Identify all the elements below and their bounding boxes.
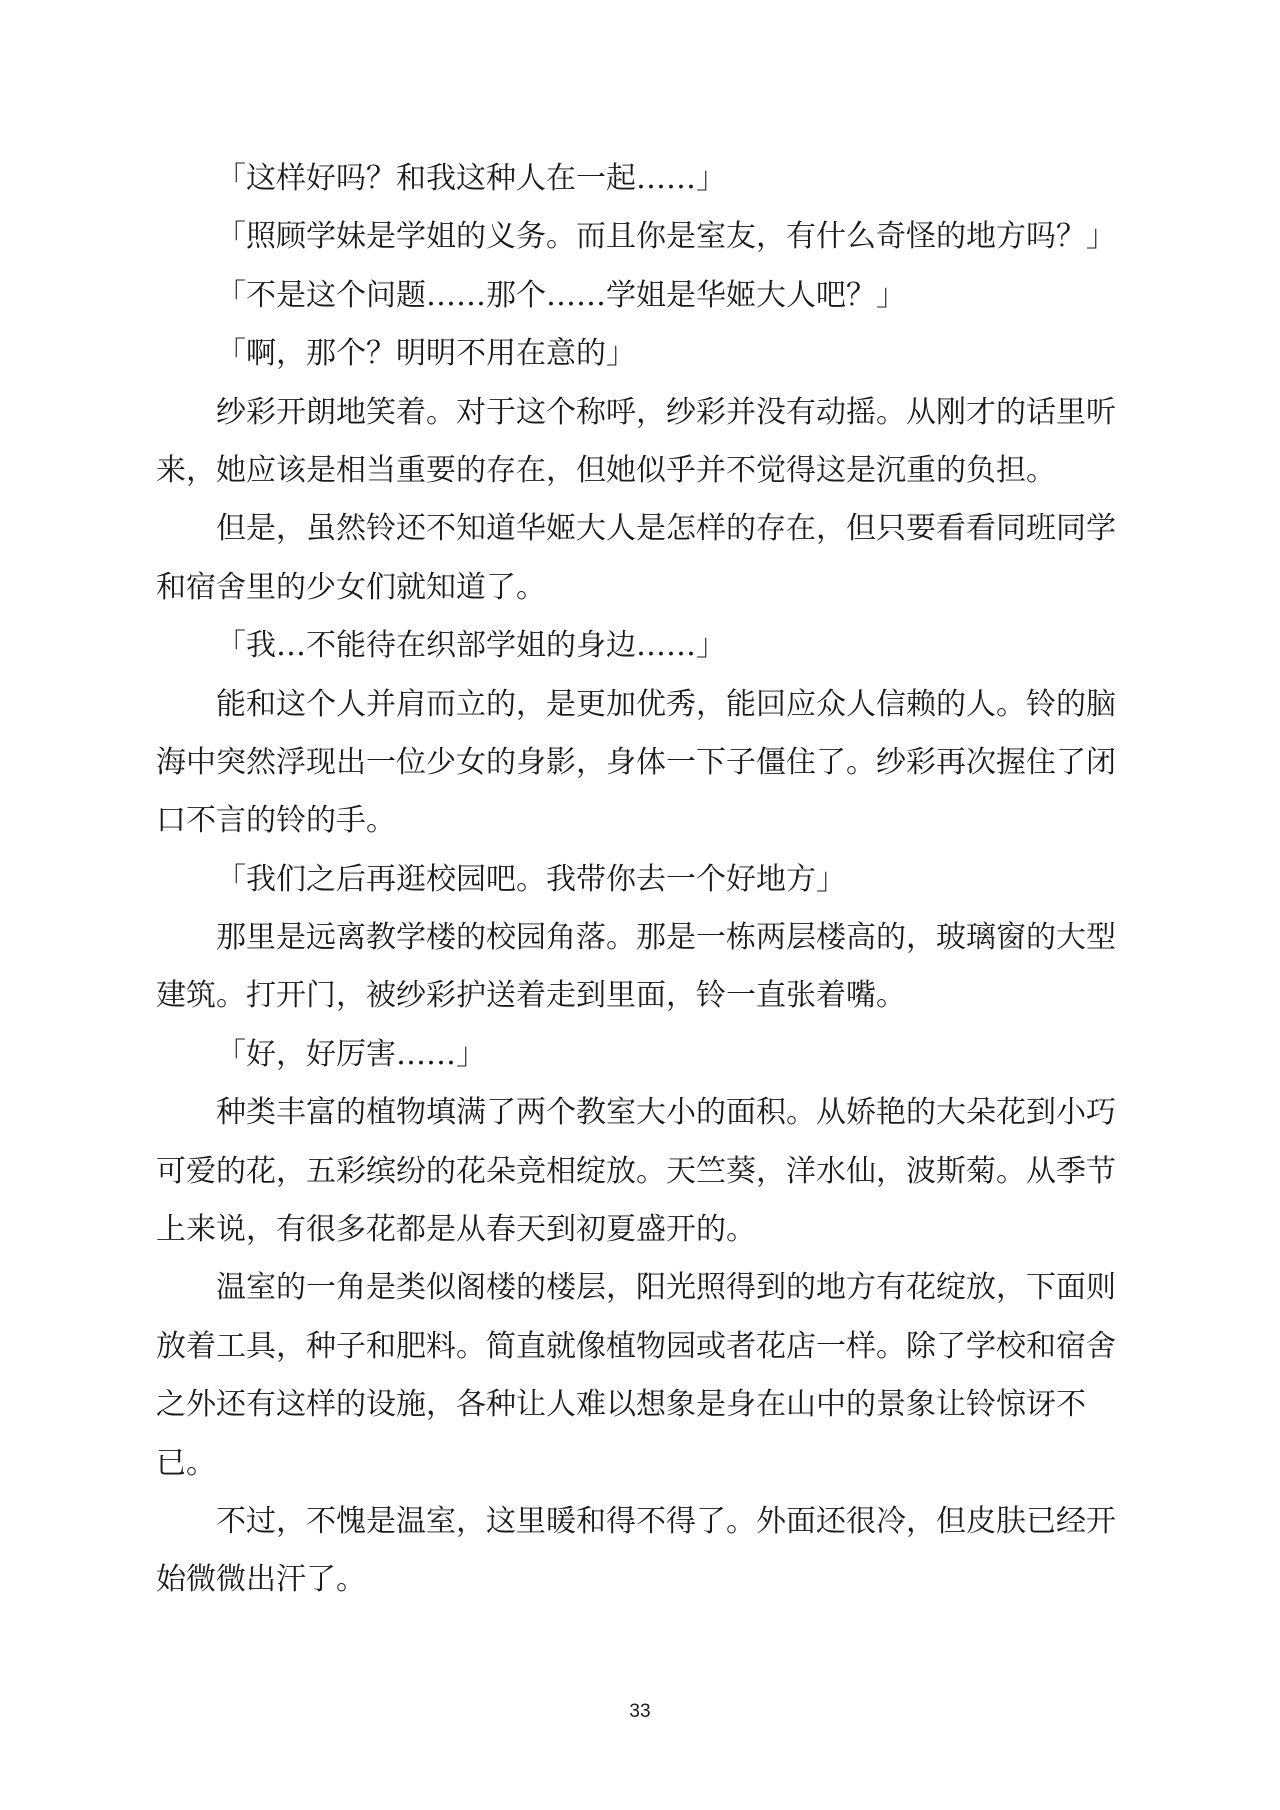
dialogue-paragraph (156, 267, 1124, 325)
dialogue-paragraph (156, 208, 1124, 266)
text-line: 之外还有这样的设施，各种让人难以想象是身在山中的景象让铃惊讶不 (156, 1387, 1086, 1423)
narration-paragraph (156, 909, 1124, 1026)
narration-paragraph (156, 500, 1124, 617)
page-number: 33 (629, 1701, 651, 1722)
text-line: 「这样好吗？和我这种人在一起……」 (216, 161, 726, 196)
text-line: 不过，不愧是温室，这里暖和得不得了。外面还很冷，但皮肤已经开 (216, 1503, 1116, 1539)
text-line: 「啊，那个？明明不用在意的」 (216, 336, 636, 372)
text-line: 「我们之后再逛校园吧。我带你去一个好地方」 (216, 861, 846, 897)
text-line: 「好，好厉害……」 (216, 1036, 486, 1072)
narration-paragraph (156, 384, 1124, 501)
text-line: 能和这个人并肩而立的，是更加优秀，能回应众人信赖的人。铃的脑 (216, 686, 1116, 722)
text-line: 「我…不能待在织部学姐的身边……」 (216, 628, 726, 664)
text-line: 已。 (156, 1445, 216, 1481)
text-line: 种类丰富的植物填满了两个教室大小的面积。从娇艳的大朵花到小巧 (216, 1095, 1116, 1131)
text-line: 来，她应该是相当重要的存在，但她似乎并不觉得这是沉重的负担。 (156, 452, 1056, 488)
dialogue-paragraph (156, 325, 1124, 383)
text-line: 纱彩开朗地笑着。对于这个称呼，纱彩并没有动摇。从刚才的话里听 (216, 394, 1116, 430)
dialogue-paragraph (156, 617, 1124, 675)
text-line: 放着工具，种子和肥料。简直就像植物园或者花店一样。除了学校和宿舍 (156, 1328, 1116, 1364)
text-line: 温室的一角是类似阁楼的楼层，阳光照得到的地方有花绽放，下面则 (216, 1270, 1116, 1306)
text-line: 但是，虽然铃还不知道华姬大人是怎样的存在，但只要看看同班同学 (216, 511, 1116, 547)
narration-paragraph (156, 1259, 1124, 1493)
narration-paragraph (156, 676, 1124, 851)
dialogue-paragraph (156, 1026, 1124, 1084)
text-line: 海中突然浮现出一位少女的身影，身体一下子僵住了。纱彩再次握住了闭 (156, 744, 1116, 780)
narration-paragraph (156, 1493, 1124, 1610)
text-line: 「不是这个问题……那个……学姐是华姬大人吧？」 (216, 277, 906, 313)
text-line: 始微微出汗了。 (156, 1562, 366, 1598)
text-line: 口不言的铃的手。 (156, 803, 396, 839)
text-line: 「照顾学妹是学姐的义务。而且你是室友，有什么奇怪的地方吗？」 (216, 219, 1116, 255)
body-text (156, 150, 1124, 1610)
text-line: 那里是远离教学楼的校园角落。那是一栋两层楼高的，玻璃窗的大型 (216, 920, 1116, 956)
narration-paragraph (156, 1084, 1124, 1259)
text-line: 上来说，有很多花都是从春天到初夏盛开的。 (156, 1212, 756, 1248)
text-line: 建筑。打开门，被纱彩护送着走到里面，铃一直张着嘴。 (156, 978, 906, 1014)
text-line: 和宿舍里的少女们就知道了。 (156, 569, 546, 605)
text-line: 可爱的花，五彩缤纷的花朵竞相绽放。天竺葵，洋水仙，波斯菊。从季节 (156, 1153, 1116, 1189)
dialogue-paragraph (156, 150, 1124, 208)
dialogue-paragraph (156, 851, 1124, 909)
